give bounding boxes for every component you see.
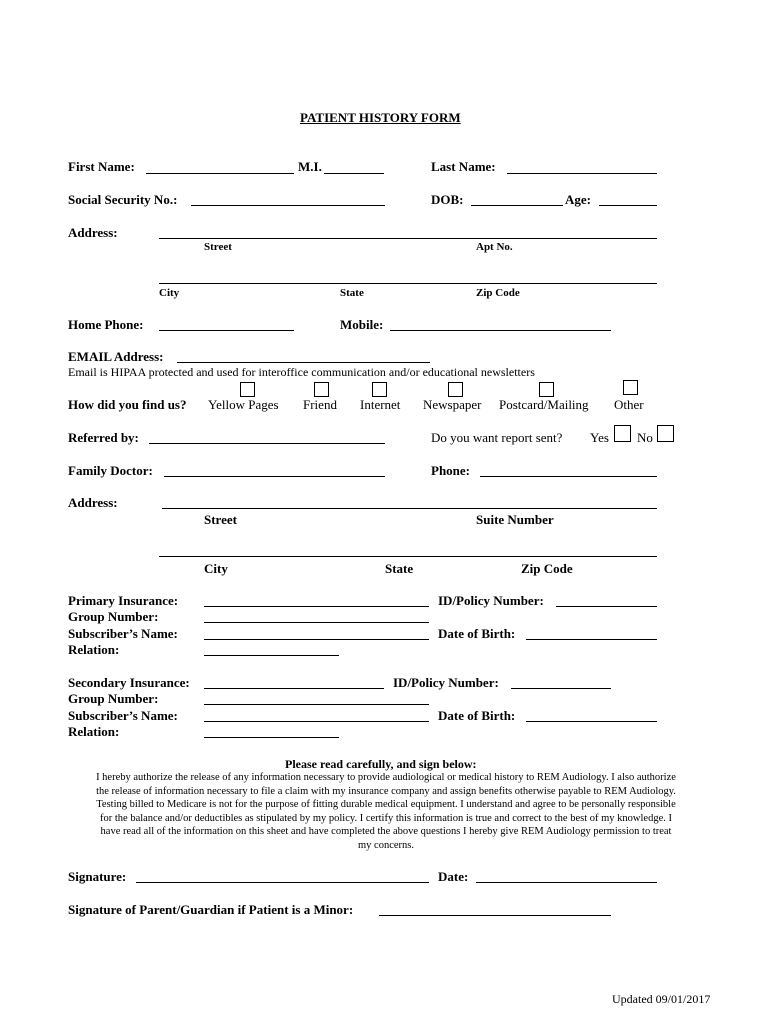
age-field[interactable] <box>599 205 657 206</box>
internet-checkbox[interactable] <box>372 382 387 397</box>
referred-by-label: Referred by: <box>68 430 139 445</box>
group-number-label-2: Group Number: <box>68 691 159 706</box>
subscriber-name-label-2: Subscriber’s Name: <box>68 708 178 723</box>
mi-field[interactable] <box>324 173 384 174</box>
friend-checkbox[interactable] <box>314 382 329 397</box>
date-of-birth-field-2[interactable] <box>526 721 657 722</box>
mobile-field[interactable] <box>390 330 611 331</box>
id-policy-label-2: ID/Policy Number: <box>393 675 499 690</box>
consent-heading: Please read carefully, and sign below: <box>285 757 477 771</box>
group-number-field[interactable] <box>204 622 429 623</box>
mi-label: M.I. <box>298 159 322 174</box>
secondary-insurance-field[interactable] <box>204 688 384 689</box>
suite-number-caption: Suite Number <box>476 512 554 527</box>
no-label: No <box>637 430 653 445</box>
relation-field[interactable] <box>204 655 339 656</box>
id-policy-label: ID/Policy Number: <box>438 593 544 608</box>
option-friend: Friend <box>303 397 337 412</box>
doctor-city-caption: City <box>204 561 228 576</box>
relation-label: Relation: <box>68 642 120 657</box>
id-policy-field-2[interactable] <box>511 688 611 689</box>
subscriber-name-field[interactable] <box>204 639 429 640</box>
subscriber-name-field-2[interactable] <box>204 721 429 722</box>
updated-date: Updated 09/01/2017 <box>612 992 711 1006</box>
subscriber-name-label: Subscriber’s Name: <box>68 626 178 641</box>
date-of-birth-field[interactable] <box>526 639 657 640</box>
signature-field[interactable] <box>136 882 429 883</box>
doctor-street-field[interactable] <box>162 508 657 509</box>
doctor-phone-field[interactable] <box>480 476 657 477</box>
state-caption: State <box>340 287 364 299</box>
age-label: Age: <box>565 192 591 207</box>
report-no-checkbox[interactable] <box>657 425 674 442</box>
consent-line: for the balance and/or deductibles as stipulated by my policy. I certify this information is true and correct to the best of my knowledge. I <box>100 812 672 824</box>
first-name-field[interactable] <box>146 173 294 174</box>
newspaper-checkbox[interactable] <box>448 382 463 397</box>
address-label: Address: <box>68 225 118 240</box>
other-checkbox[interactable] <box>623 380 638 395</box>
phone-label: Phone: <box>431 463 470 478</box>
guardian-signature-label: Signature of Parent/Guardian if Patient is a Minor: <box>68 902 354 917</box>
date-of-birth-label-2: Date of Birth: <box>438 708 516 723</box>
relation-label-2: Relation: <box>68 724 120 739</box>
consent-line: I hereby authorize the release of any information necessary to provide audiological or medical history to REM Audiology. I also authorize <box>96 772 676 783</box>
consent-line: my concerns. <box>358 839 414 851</box>
email-note: Email is HIPAA protected and used for interoffice communication and/or educational newsletters <box>68 365 535 379</box>
city-state-zip-field[interactable] <box>159 283 657 284</box>
report-yes-checkbox[interactable] <box>614 425 631 442</box>
home-phone-field[interactable] <box>159 330 294 331</box>
relation-field-2[interactable] <box>204 737 339 738</box>
last-name-label: Last Name: <box>431 159 496 174</box>
dob-field[interactable] <box>471 205 563 206</box>
option-newspaper: Newspaper <box>423 397 482 412</box>
family-doctor-field[interactable] <box>164 476 385 477</box>
date-of-birth-label: Date of Birth: <box>438 626 516 641</box>
zip-caption: Zip Code <box>476 287 520 299</box>
date-field[interactable] <box>476 882 657 883</box>
yes-label: Yes <box>590 430 609 445</box>
doctor-city-state-zip-field[interactable] <box>159 556 657 557</box>
option-internet: Internet <box>360 397 401 412</box>
primary-insurance-field[interactable] <box>204 606 429 607</box>
consent-line: Testing billed to Medicare is not for the purpose of fitting durable medical equipment. I understand and agree to be personally responsible <box>96 799 676 811</box>
consent-line: the release of information necessary to file a claim with my insurance company and assign benefits otherwise payable to REM Audiology. <box>96 785 676 797</box>
signature-label: Signature: <box>68 869 127 884</box>
page-title: PATIENT HISTORY FORM <box>300 110 461 125</box>
first-name-label: First Name: <box>68 159 135 174</box>
doctor-address-label: Address: <box>68 495 118 510</box>
apt-caption: Apt No. <box>476 241 513 253</box>
id-policy-field[interactable] <box>556 606 657 607</box>
ssn-label: Social Security No.: <box>68 192 178 207</box>
street-caption: Street <box>204 241 232 253</box>
group-number-label: Group Number: <box>68 609 159 624</box>
yellow-pages-checkbox[interactable] <box>240 382 255 397</box>
guardian-signature-field[interactable] <box>379 915 611 916</box>
doctor-state-caption: State <box>385 561 414 576</box>
last-name-field[interactable] <box>507 173 657 174</box>
report-question: Do you want report sent? <box>431 430 563 445</box>
referred-by-field[interactable] <box>149 443 385 444</box>
street-address-field[interactable] <box>159 238 657 239</box>
home-phone-label: Home Phone: <box>68 317 144 332</box>
option-yellow-pages: Yellow Pages <box>208 397 279 412</box>
consent-text <box>66 771 706 853</box>
option-postcard-mailing: Postcard/Mailing <box>499 397 589 412</box>
city-caption: City <box>159 287 180 299</box>
mobile-label: Mobile: <box>340 317 384 332</box>
secondary-insurance-label: Secondary Insurance: <box>68 675 190 690</box>
family-doctor-label: Family Doctor: <box>68 463 153 478</box>
email-label: EMAIL Address: <box>68 349 164 364</box>
option-other: Other <box>614 397 644 412</box>
doctor-street-caption: Street <box>204 512 237 527</box>
primary-insurance-label: Primary Insurance: <box>68 593 179 608</box>
dob-label: DOB: <box>431 192 464 207</box>
consent-line: have read all of the information on this sheet and have completed the above questions I hereby give REM Audiology permission to treat <box>100 826 672 838</box>
ssn-field[interactable] <box>191 205 385 206</box>
postcard-mailing-checkbox[interactable] <box>539 382 554 397</box>
group-number-field-2[interactable] <box>204 704 429 705</box>
date-label: Date: <box>438 869 469 884</box>
doctor-zip-caption: Zip Code <box>521 561 573 576</box>
email-field[interactable] <box>177 362 430 363</box>
how-find-label: How did you find us? <box>68 397 187 412</box>
